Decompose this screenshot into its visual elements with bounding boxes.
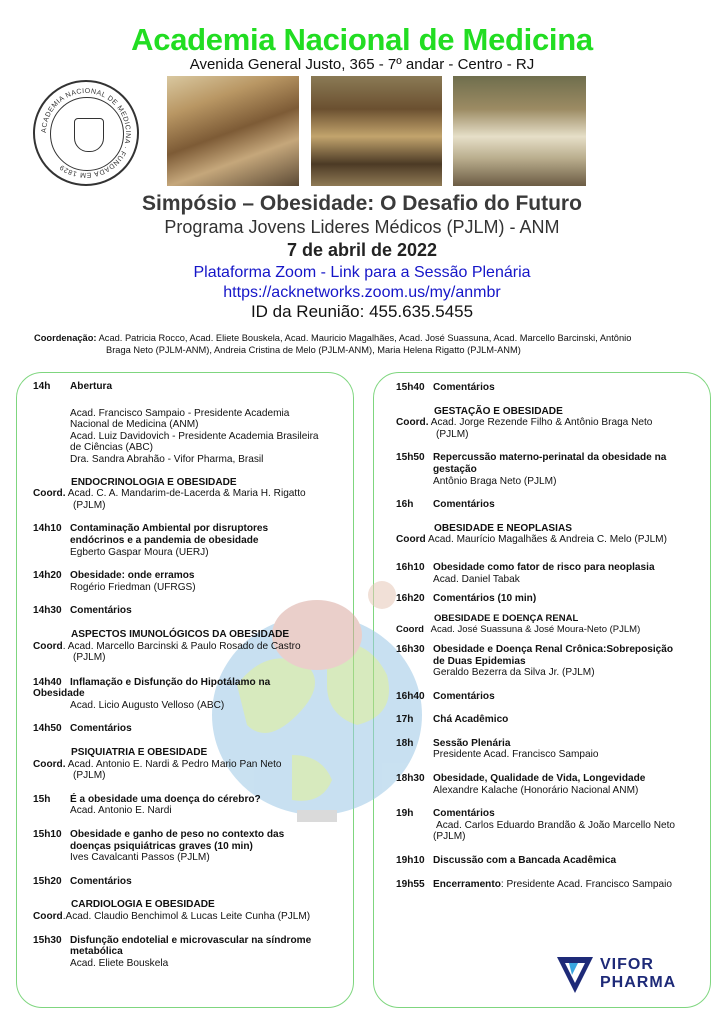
- session-title: Obesidade e ganho de peso no contexto das: [70, 829, 285, 841]
- seal-text: ACADEMIA NACIONAL DE MEDICINA · FUNDADA EM 1829: [40, 87, 132, 179]
- speaker: Acad. Carlos Eduardo Brandão & João Marcello Neto: [436, 819, 676, 831]
- symposium-title: Simpósio – Obesidade: O Desafio do Futuro: [142, 192, 582, 215]
- coordinators: [396, 417, 708, 429]
- section-title: OBESIDADE E DOENÇA RENAL: [434, 612, 579, 624]
- item-1600: [396, 499, 708, 511]
- time: 16h40: [396, 690, 425, 702]
- coord-label: Coord: [33, 640, 63, 652]
- coord-label: Coord: [33, 911, 63, 922]
- coord-names: .Acad. Claudio Benchimol & Lucas Leite Cunha (PJLM): [62, 911, 311, 922]
- section-title: GESTAÇÃO E OBESIDADE: [434, 405, 563, 417]
- time: 16h20: [396, 593, 425, 605]
- historical-painting-2: [311, 76, 442, 186]
- speaker: Egberto Gaspar Moura (UERJ): [70, 546, 209, 558]
- session-title: Comentários: [70, 875, 132, 887]
- coordination-label: Coordenação:: [34, 333, 97, 343]
- zoom-link[interactable]: https://acknetworks.zoom.us/my/anmbr: [223, 284, 501, 301]
- time: 14h: [33, 381, 51, 392]
- session-title: de Duas Epidemias: [433, 655, 526, 667]
- time: 15h30: [33, 934, 62, 946]
- session-title: endócrinos e a pandemia de obesidade: [70, 534, 259, 546]
- coord-names: Acad. Maurício Magalhães & Andreia C. Melo (PJLM): [427, 534, 667, 546]
- schedule-right: [396, 382, 708, 890]
- time: 18h: [396, 737, 414, 749]
- session-title: Comentários: [433, 690, 495, 702]
- time: 15h50: [396, 452, 425, 464]
- item-1520: [33, 876, 351, 888]
- speaker: : Presidente Acad. Francisco Sampaio: [500, 878, 673, 890]
- time: 15h10: [33, 829, 62, 841]
- zoom-platform-text: Plataforma Zoom - Link para a Sessão Plenária: [193, 264, 531, 281]
- item-1900: [396, 808, 708, 820]
- session-title: Comentários: [433, 382, 495, 393]
- session-title: É a obesidade uma doença do cérebro?: [70, 793, 261, 805]
- coord-label: Coord: [396, 624, 424, 636]
- coat-of-arms-icon: [74, 118, 104, 152]
- page-title: Academia Nacional de Medicina: [131, 22, 593, 57]
- speaker: Antônio Braga Neto (PJLM): [433, 475, 557, 487]
- section-title: OBESIDADE E NEOPLASIAS: [434, 522, 572, 534]
- item-1640: [396, 691, 708, 703]
- time: 16h10: [396, 561, 425, 573]
- session-title: Obesidade como fator de risco para neoplasia: [433, 561, 655, 573]
- speaker: Ives Cavalcanti Passos (PJLM): [70, 852, 210, 864]
- historical-painting-1: [167, 76, 299, 186]
- coordinators: [33, 759, 351, 771]
- coordinators: [396, 534, 708, 546]
- item-1540: [396, 382, 708, 394]
- coord-label: Coord.: [396, 417, 429, 429]
- address: Avenida General Justo, 365 - 7º andar - Centro - RJ: [189, 56, 535, 73]
- speaker: Geraldo Bezerra da Silva Jr. (PJLM): [433, 667, 595, 679]
- time: 18h30: [396, 773, 425, 785]
- time: 14h20: [33, 570, 62, 582]
- coordination-block: [34, 332, 694, 356]
- speaker: Acad. Daniel Tabak: [433, 573, 520, 585]
- session-title: Inflamação e Disfunção do Hipotálamo na: [70, 676, 271, 688]
- historical-painting-3: [453, 76, 586, 186]
- session-title: Obesidade, Qualidade de Vida, Longevidade: [433, 773, 646, 785]
- session-title: metabólica: [70, 946, 123, 958]
- program-name: Programa Jovens Lideres Médicos (PJLM) - ANM: [164, 217, 560, 237]
- session-title: Comentários: [433, 808, 495, 820]
- coordinators: [396, 624, 708, 636]
- speaker: de Ciências (ABC): [70, 442, 154, 454]
- time: 16h30: [396, 643, 425, 655]
- time: 15h: [33, 793, 51, 805]
- item-1610: [396, 562, 708, 574]
- section-title: ENDOCRINOLOGIA E OBESIDADE: [71, 476, 237, 488]
- time: 14h50: [33, 723, 62, 735]
- item-1530: [33, 935, 351, 947]
- speaker: Acad. Licio Augusto Velloso (ABC): [70, 699, 225, 711]
- session-title: Repercussão materno-perinatal da obesidade na: [433, 452, 667, 464]
- section-title: ASPECTOS IMUNOLÓGICOS DA OBESIDADE: [71, 628, 290, 640]
- item-1400: [33, 381, 351, 393]
- vifor-logo-line1: VIFOR: [600, 956, 654, 973]
- time: 19h10: [396, 855, 425, 867]
- session-title: Chá Acadêmico: [433, 714, 509, 726]
- session-title: Comentários: [70, 723, 132, 735]
- session-title: Comentários: [433, 499, 495, 511]
- coord-names: . Acad. Marcello Barcinski & Paulo Rosado de Castro: [62, 640, 301, 652]
- item-1830: [396, 773, 708, 785]
- speaker: (PJLM): [433, 831, 466, 843]
- meeting-id: ID da Reunião: 455.635.5455: [250, 302, 474, 321]
- item-1410: [33, 523, 351, 535]
- item-1630: [396, 644, 708, 656]
- session-title: Discussão com a Bancada Acadêmica: [433, 855, 617, 867]
- coordination-names-1: Acad. Patricia Rocco, Acad. Eliete Bouskela, Acad. Mauricio Magalhães, Acad. José Suassuna, Acad. Marcello Barcinski, Antônio: [98, 333, 632, 343]
- coord-names: Acad. Antonio E. Nardi & Pedro Mario Pan Neto: [67, 758, 282, 770]
- item-1500: [33, 794, 351, 806]
- time: 19h: [396, 808, 414, 820]
- session-title: doenças psiquiátricas graves (10 min): [70, 840, 253, 852]
- speaker: Alexandre Kalache (Honorário Nacional ANM): [433, 784, 639, 796]
- academy-seal-logo: [33, 80, 139, 186]
- session-title: Contaminação Ambiental por disruptores: [70, 523, 269, 535]
- item-1955: [396, 879, 708, 891]
- session-title: Obesidade: [33, 688, 85, 700]
- time: 15h40: [396, 382, 425, 393]
- time: 14h10: [33, 523, 62, 535]
- session-title: Obesidade e Doença Renal Crônica:Sobreposição: [433, 643, 674, 655]
- vifor-pharma-logo: [600, 956, 676, 992]
- speaker: Presidente Acad. Francisco Sampaio: [433, 749, 599, 761]
- time: 19h55: [396, 878, 425, 890]
- item-1440: [33, 677, 351, 689]
- session-title: Encerramento: [433, 878, 501, 890]
- time: 14h30: [33, 605, 62, 617]
- item-1910: [396, 855, 708, 867]
- vifor-logo-icon: [556, 955, 594, 995]
- coord-names: (PJLM): [73, 652, 106, 664]
- speaker: Acad. Eliete Bouskela: [70, 957, 169, 969]
- session-title: Comentários: [70, 605, 132, 617]
- schedule-left: [33, 381, 351, 969]
- time: 15h20: [33, 875, 62, 887]
- item-1620: [396, 593, 708, 605]
- speaker: Rogério Friedman (UFRGS): [70, 581, 196, 593]
- coord-names: Acad. José Suassuna & José Moura-Neto (PJLM): [430, 624, 641, 636]
- coord-names: (PJLM): [73, 499, 106, 511]
- coord-label: Coord: [396, 534, 426, 546]
- session-title: Abertura: [70, 381, 113, 392]
- event-date: 7 de abril de 2022: [286, 240, 438, 260]
- session-title: Comentários (10 min): [433, 593, 537, 605]
- item-1420: [33, 570, 351, 582]
- session-title: Sessão Plenária: [433, 737, 511, 749]
- time: 16h: [396, 499, 414, 511]
- vifor-logo-line2: PHARMA: [600, 974, 677, 991]
- item-1450: [33, 723, 351, 735]
- item-1800: [396, 738, 708, 750]
- item-1430: [33, 605, 351, 617]
- coord-names: Acad. Jorge Rezende Filho & Antônio Braga Neto: [430, 417, 653, 429]
- coord-label: Coord.: [33, 758, 66, 770]
- coord-names: (PJLM): [73, 770, 106, 782]
- time: 17h: [396, 714, 414, 726]
- coord-names: Acad. C. A. Mandarim-de-Lacerda & Maria H. Rigatto: [67, 488, 306, 500]
- time: 14h40: [33, 676, 62, 688]
- coordinators: [33, 488, 351, 500]
- speaker: Dra. Sandra Abrahão - Vifor Pharma, Brasil: [70, 453, 264, 465]
- item-1510: [33, 829, 351, 841]
- speaker: Acad. Luiz Davidovich - Presidente Academia Brasileira: [70, 430, 319, 442]
- speaker: Acad. Francisco Sampaio - Presidente Academia: [70, 407, 290, 419]
- session-title: gestação: [433, 463, 477, 475]
- session-title: Disfunção endotelial e microvascular na síndrome: [70, 934, 312, 946]
- speaker: Nacional de Medicina (ANM): [70, 419, 199, 431]
- item-1550: [396, 452, 708, 464]
- coordinators: [33, 641, 351, 653]
- session-title: Obesidade: onde erramos: [70, 570, 195, 582]
- coord-names: (PJLM): [436, 428, 469, 440]
- coord-label: Coord.: [33, 488, 66, 500]
- section-title: CARDIOLOGIA E OBESIDADE: [71, 899, 215, 911]
- item-1700: [396, 714, 708, 726]
- speaker: Acad. Antonio E. Nardi: [70, 805, 172, 817]
- section-title: PSIQUIATRIA E OBESIDADE: [71, 747, 208, 759]
- coordination-names-2: Braga Neto (PJLM-ANM), Andreia Cristina de Melo (PJLM-ANM), Maria Helena Rigatto (PJLM-ANM): [106, 345, 521, 355]
- coordinators: [33, 911, 351, 923]
